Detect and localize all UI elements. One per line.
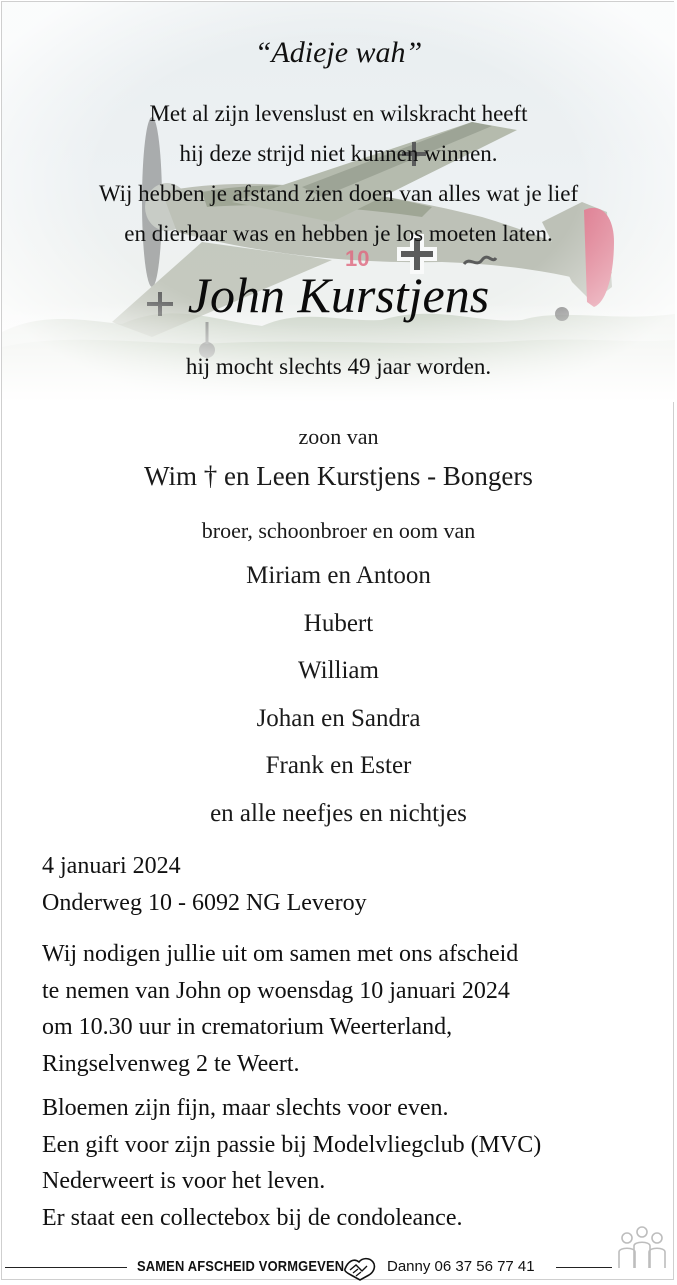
flowers-line: Er staat een collectebox bij de condoleance. (42, 1204, 463, 1231)
sibling-item: Hubert (303, 609, 374, 637)
parents-names: Wim † en Leen Kurstjens - Bongers (144, 461, 533, 491)
poem (0, 94, 677, 254)
footer-divider (556, 1267, 612, 1268)
death-date: 4 januari 2024 (42, 853, 181, 879)
address: Onderweg 10 - 6092 NG Leveroy (42, 889, 367, 916)
poem-line: hij deze strijd niet kunnen winnen. (179, 141, 498, 166)
flowers-line: Een gift voor zijn passie bij Modelvliegclub (MVC) (42, 1131, 542, 1158)
sibling-intro: broer, schoonbroer en oom van (201, 518, 476, 543)
footer-brand: SAMEN AFSCHEID VORMGEVEN (137, 1258, 345, 1275)
footer-contact: Danny 06 37 56 77 41 (387, 1258, 535, 1275)
sibling-item: William (298, 657, 379, 685)
flowers-note (42, 1090, 541, 1236)
footer (0, 1250, 677, 1284)
age-line: hij mocht slechts 49 jaar worden. (185, 354, 492, 379)
sibling-item: Miriam en Antoon (246, 562, 431, 589)
footer-divider (5, 1267, 127, 1268)
invitation-line: Wij nodigen jullie uit om samen met ons afscheid (42, 941, 519, 967)
siblings-list (0, 552, 677, 838)
hands-logo-icon (342, 1253, 378, 1285)
invitation-line: Ringselvenweg 2 te Weert. (42, 1050, 300, 1077)
people-icon (616, 1224, 668, 1274)
date-address (42, 848, 367, 921)
sibling-item: Frank en Ester (265, 752, 412, 780)
invitation-line: te nemen van John op woensdag 10 januari 2024 (42, 977, 510, 1004)
poem-line: Wij hebben je afstand zien doen van alles wat je lief (98, 181, 579, 206)
poem-line: en dierbaar was en hebben je los moeten laten. (124, 221, 553, 246)
deceased-name: John Kurstjens (187, 267, 490, 323)
invitation-line: om 10.30 uur in crematorium Weerterland, (42, 1014, 453, 1040)
son-of-label: zoon van (298, 424, 379, 449)
flowers-line: Nederweert is voor het leven. (42, 1168, 326, 1194)
flowers-line: Bloemen zijn fijn, maar slechts voor even. (42, 1095, 449, 1121)
sibling-item: Johan en Sandra (256, 704, 421, 732)
sibling-item: en alle neefjes en nichtjes (210, 799, 467, 827)
invitation (42, 936, 518, 1082)
motto: “Adieje wah” (254, 36, 423, 69)
poem-line: Met al zijn levenslust en wilskracht heeft (149, 101, 528, 126)
